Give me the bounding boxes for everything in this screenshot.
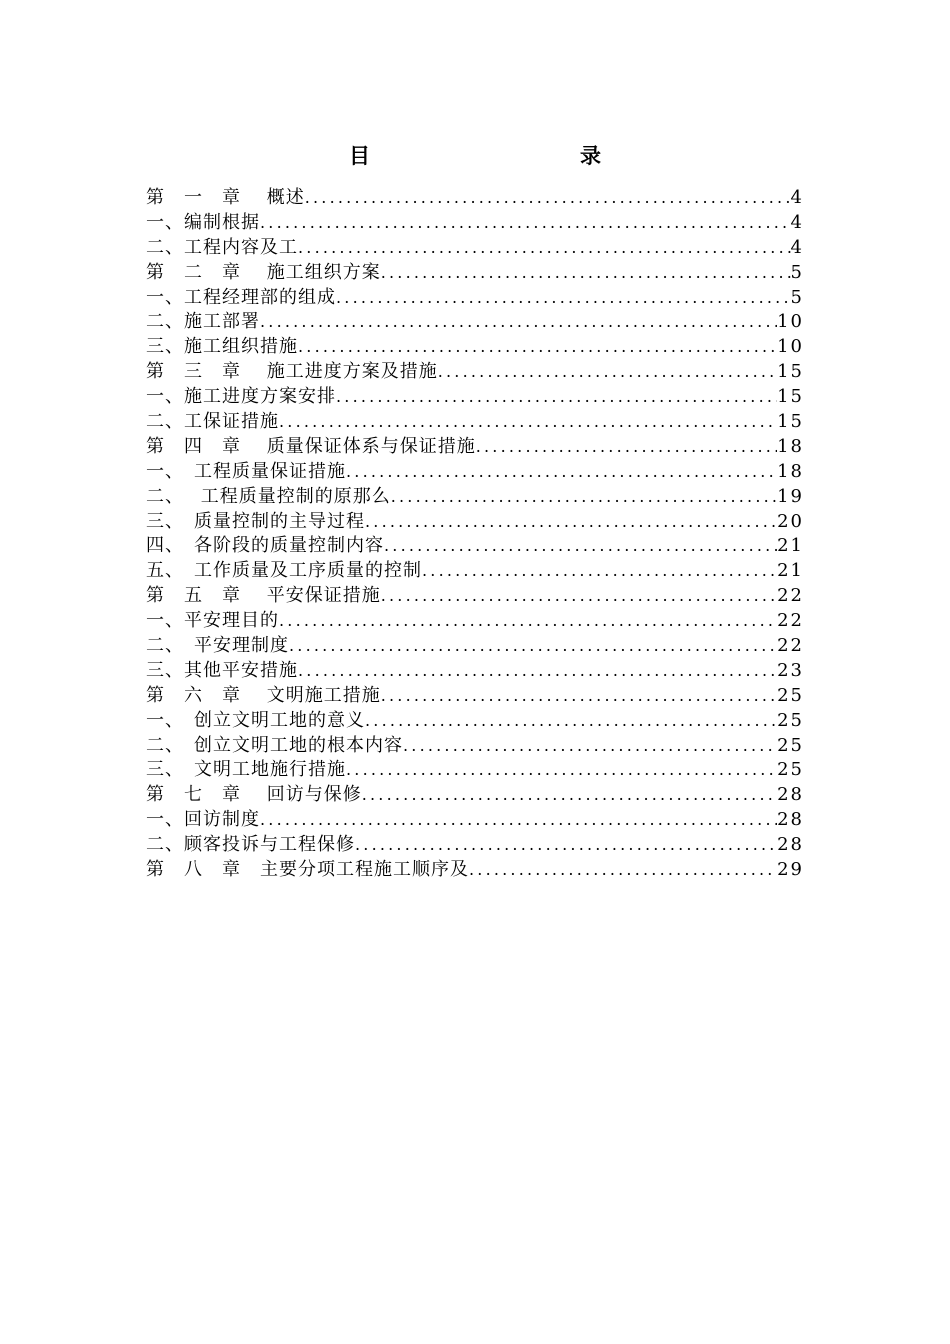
- toc-entry[interactable]: [146, 734, 804, 759]
- toc-dot-leader: [279, 609, 777, 634]
- toc-dot-leader: [438, 360, 777, 385]
- toc-entry-text: 第 四 章 质量保证体系与保证措施: [146, 435, 476, 457]
- toc-page-number: 15: [777, 361, 804, 383]
- toc-dot-leader: [346, 758, 777, 783]
- toc-entry-text: 第 三 章 施工进度方案及措施: [146, 361, 438, 383]
- toc-page-number: 29: [777, 859, 804, 881]
- toc-dot-leader: [476, 435, 777, 460]
- toc-entry-text: 一、施工进度方案安排: [146, 386, 336, 408]
- toc-page-number: 25: [777, 759, 804, 781]
- toc-entry[interactable]: [146, 261, 804, 286]
- toc-page-number: 10: [777, 336, 804, 358]
- toc-entry[interactable]: [146, 534, 804, 559]
- toc-entry-text: 三、 文明工地施行措施: [146, 759, 346, 781]
- toc-entry[interactable]: [146, 709, 804, 734]
- toc-entry[interactable]: [146, 758, 804, 783]
- toc-dot-leader: [365, 709, 777, 734]
- toc-entry[interactable]: [146, 410, 804, 435]
- toc-entry[interactable]: [146, 435, 804, 460]
- toc-page-number: 19: [777, 485, 804, 507]
- toc-page-number: 10: [777, 311, 804, 333]
- toc-dot-leader: [336, 385, 777, 410]
- toc-dot-leader: [305, 186, 791, 211]
- toc-entry[interactable]: [146, 684, 804, 709]
- toc-page-number: 5: [790, 286, 804, 308]
- toc-entry[interactable]: [146, 659, 804, 684]
- toc-dot-leader: [381, 261, 791, 286]
- toc-entry-text: 一、回访制度: [146, 809, 260, 831]
- toc-entry-text: 二、顾客投诉与工程保修: [146, 834, 355, 856]
- toc-page-number: 18: [777, 460, 804, 482]
- toc-dot-leader: [381, 684, 777, 709]
- toc-entry-text: 一、平安理目的: [146, 610, 279, 632]
- toc-page-number: 15: [777, 386, 804, 408]
- toc-entry[interactable]: [146, 460, 804, 485]
- toc-entry[interactable]: [146, 833, 804, 858]
- toc-dot-leader: [336, 286, 791, 311]
- toc-dot-leader: [365, 510, 777, 535]
- toc-dot-leader: [362, 783, 777, 808]
- toc-entry-text: 一、 创立文明工地的意义: [146, 709, 365, 731]
- toc-entry[interactable]: [146, 808, 804, 833]
- toc-page-number: 22: [777, 610, 804, 632]
- toc-entry[interactable]: [146, 335, 804, 360]
- toc-page-number: 25: [777, 684, 804, 706]
- toc-page-number: 4: [790, 211, 804, 233]
- toc-dot-leader: [422, 559, 777, 584]
- toc-dot-leader: [289, 634, 777, 659]
- toc-page-number: 28: [777, 834, 804, 856]
- toc-page-number: 18: [777, 435, 804, 457]
- toc-dot-leader: [298, 335, 777, 360]
- toc-page-number: 21: [777, 560, 804, 582]
- toc-entry[interactable]: [146, 584, 804, 609]
- toc-page-number: 5: [790, 261, 804, 283]
- toc-entry-text: 二、工程内容及工: [146, 236, 298, 258]
- toc-page-number: 20: [777, 510, 804, 532]
- toc-entry-text: 第 二 章 施工组织方案: [146, 261, 381, 283]
- toc-page-number: 4: [790, 236, 804, 258]
- toc-page-number: 25: [777, 734, 804, 756]
- toc-entry-text: 一、编制根据: [146, 211, 260, 233]
- toc-entry[interactable]: [146, 858, 804, 883]
- toc-entry[interactable]: [146, 310, 804, 335]
- toc-page-number: 21: [777, 535, 804, 557]
- toc-dot-leader: [391, 485, 777, 510]
- toc-entry-text: 第 七 章 回访与保修: [146, 784, 362, 806]
- toc-entry-text: 三、施工组织措施: [146, 336, 298, 358]
- toc-entry-text: 三、 质量控制的主导过程: [146, 510, 365, 532]
- toc-dot-leader: [355, 833, 777, 858]
- toc-dot-leader: [298, 659, 777, 684]
- toc-entry[interactable]: [146, 510, 804, 535]
- toc-dot-leader: [469, 858, 777, 883]
- toc-dot-leader: [260, 808, 777, 833]
- toc-entry-text: 二、工保证措施: [146, 411, 279, 432]
- toc-entry-text: 第 六 章 文明施工措施: [146, 684, 381, 706]
- toc-page-number: 22: [777, 585, 804, 607]
- toc-entry[interactable]: [146, 236, 804, 261]
- toc-page-number: 22: [777, 635, 804, 657]
- toc-dot-leader: [260, 310, 777, 335]
- toc-dot-leader: [346, 460, 777, 485]
- toc-entry-text: 二、 创立文明工地的根本内容: [146, 734, 403, 756]
- toc-dot-leader: [279, 410, 777, 435]
- toc-dot-leader: [260, 211, 791, 236]
- toc-entry-text: 三、其他平安措施: [146, 659, 298, 681]
- toc-list: [146, 186, 804, 883]
- toc-page-number: 23: [777, 659, 804, 681]
- toc-entry-text: 四、 各阶段的质量控制内容: [146, 535, 384, 557]
- toc-entry-text: 二、 平安理制度: [146, 635, 289, 657]
- toc-entry[interactable]: [146, 186, 804, 211]
- toc-entry-text: 第 八 章 主要分项工程施工顺序及: [146, 859, 469, 881]
- toc-page-number: 4: [790, 186, 804, 208]
- toc-entry[interactable]: [146, 559, 804, 584]
- toc-page-number: 28: [777, 784, 804, 806]
- toc-page-number: 15: [777, 411, 804, 432]
- toc-page-number: 28: [777, 809, 804, 831]
- toc-page-number: 25: [777, 709, 804, 731]
- toc-entry[interactable]: [146, 634, 804, 659]
- toc-entry-text: 五、 工作质量及工序质量的控制: [146, 560, 422, 582]
- toc-entry[interactable]: [146, 286, 804, 311]
- toc-entry-text: 第 五 章 平安保证措施: [146, 585, 381, 607]
- toc-entry[interactable]: [146, 385, 804, 410]
- toc-dot-leader: [403, 734, 777, 759]
- toc-dot-leader: [384, 534, 777, 559]
- toc-entry[interactable]: [146, 609, 804, 634]
- toc-dot-leader: [381, 584, 777, 609]
- toc-entry-text: 二、施工部署: [146, 311, 260, 333]
- toc-title: 目 录: [349, 143, 657, 168]
- toc-entry[interactable]: [146, 211, 804, 236]
- toc-entry[interactable]: [146, 783, 804, 808]
- toc-entry-text: 二、 工程质量控制的原那么: [146, 485, 391, 507]
- toc-entry-text: 第 一 章 概述: [146, 186, 305, 208]
- toc-entry[interactable]: [146, 360, 804, 385]
- toc-dot-leader: [298, 236, 791, 261]
- toc-entry-text: 一、 工程质量保证措施: [146, 460, 346, 482]
- toc-entry[interactable]: [146, 485, 804, 510]
- toc-entry-text: 一、工程经理部的组成: [146, 286, 336, 308]
